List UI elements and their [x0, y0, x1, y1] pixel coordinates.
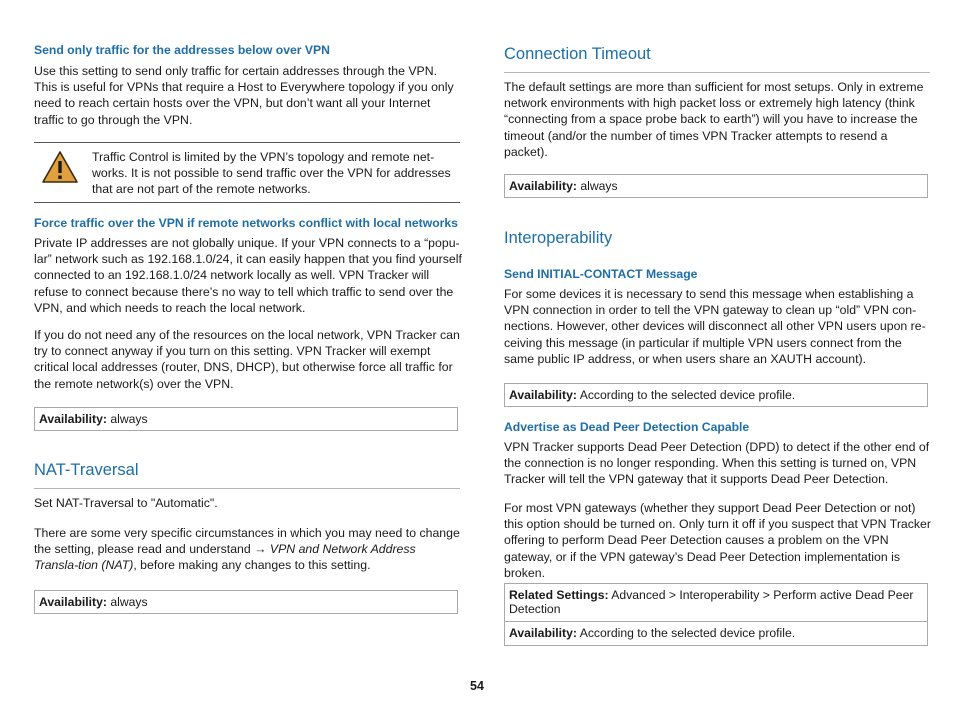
- availability-value: According to the selected device profile.: [579, 388, 796, 402]
- availability-box: [34, 407, 458, 431]
- related-settings-box: [504, 583, 928, 622]
- availability-box: [504, 174, 928, 198]
- paragraph-dpd-recommendation: For most VPN gateways (whether they support Dead Peer Detection or not) this option should be turned on. Only turn it off if you suspect that VPN Tracker offering to perform Dead Peer Detection causes a problem on the VPN gateway, or if the VPN gateway’s Dead Peer Detection implementation is broken.: [504, 501, 931, 580]
- heading-dead-peer-detection: Advertise as Dead Peer Detection Capable: [504, 420, 750, 434]
- availability-value: always: [580, 179, 618, 193]
- heading-initial-contact: Send INITIAL-CONTACT Message: [504, 267, 698, 281]
- nat-reference-link[interactable]: VPN and Network Address Transla-tion (NAT): [34, 542, 416, 573]
- availability-box: [504, 383, 928, 407]
- section-title-connection-timeout: Connection Timeout: [504, 45, 651, 63]
- paragraph-nat-circumstances: [34, 525, 462, 574]
- availability-value: According to the selected device profile.: [579, 626, 796, 640]
- paragraph-initial-contact: For some devices it is necessary to send this message when establishing a VPN connection in order to tell the VPN gateway to clean up “old” VPN con-nections. However, other devices will disconnect all other VPN users upon re-ceiving this message (in particular if multiple VPN users connect from the same public IP address, or when users share an XAUTH account).: [504, 287, 926, 366]
- section-divider: [504, 72, 930, 73]
- warning-callout: [34, 142, 460, 203]
- paragraph-dpd-support: VPN Tracker supports Dead Peer Detection (DPD) to detect if the other end of the connection is no longer responding. When this setting is turned on, VPN Tracker will tell the VPN gateway that it supports Dead Peer Detection.: [504, 440, 930, 487]
- availability-label: Availability:: [39, 595, 107, 609]
- nat-text-part1: There are some very specific circumstances in which you may need to change the setting, please read and understand: [34, 526, 460, 557]
- paragraph-nat-automatic: Set NAT-Traversal to "Automatic".: [34, 496, 218, 510]
- paragraph-connect-anyway: If you do not need any of the resources on the local network, VPN Tracker can try to connect anyway if you turn on this setting. VPN Tracker will exempt critical local addresses (router, DNS, DHCP), but otherwise force all traffic for the remote network(s) over the VPN.: [34, 328, 460, 391]
- page-number: 54: [470, 679, 484, 693]
- arrow-right-icon: →: [254, 542, 267, 557]
- section-title-nat-traversal: NAT-Traversal: [34, 461, 139, 479]
- availability-label: Availability:: [39, 412, 107, 426]
- warning-triangle-icon: [40, 149, 80, 190]
- warning-text: Traffic Control is limited by the VPN’s topology and remote net-works. It is not possible to send traffic over the VPN for addresses that are not part of the remote networks.: [92, 150, 451, 197]
- section-divider: [34, 488, 460, 489]
- related-settings-value: Advanced > Interoperability > Perform active Dead Peer Detection: [509, 588, 914, 616]
- paragraph-send-only-traffic: Use this setting to send only traffic for certain addresses through the VPN. This is useful for VPNs that require a Host to Everywhere topology if you only need to reach certain hosts over the VPN, but don’t want all your Internet traffic to go through the VPN.: [34, 64, 454, 127]
- heading-send-only-traffic: Send only traffic for the addresses below over VPN: [34, 43, 330, 57]
- nat-text-part2: , before making any changes to this setting.: [133, 558, 371, 573]
- heading-force-traffic: Force traffic over the VPN if remote networks conflict with local networks: [34, 216, 458, 230]
- availability-value: always: [110, 412, 148, 426]
- availability-label: Availability:: [509, 388, 577, 402]
- paragraph-timeout: The default settings are more than sufficient for most setups. Only in extreme network environments with high packet loss or extremely high latency (think “connecting from a space probe back to earth”) will you have to increase the timeout (and/or the number of times VPN Tracker attempts to resend a packet).: [504, 80, 924, 159]
- availability-label: Availability:: [509, 179, 577, 193]
- section-title-interoperability: Interoperability: [504, 229, 613, 247]
- availability-box: [34, 590, 458, 614]
- related-settings-label: Related Settings:: [509, 588, 609, 602]
- availability-label: Availability:: [509, 626, 577, 640]
- paragraph-private-ip: Private IP addresses are not globally unique. If your VPN connects to a “popu-lar” network such as 192.168.1.0/24, it can easily happen that you find yourself connected to an 192.168.1.0/24 network locally as well. VPN Tracker will refuse to connect because there’s no way to tell which traffic to send over the VPN, and which needs to reach the local network.: [34, 236, 462, 315]
- availability-value: always: [110, 595, 148, 609]
- availability-box: [504, 621, 928, 646]
